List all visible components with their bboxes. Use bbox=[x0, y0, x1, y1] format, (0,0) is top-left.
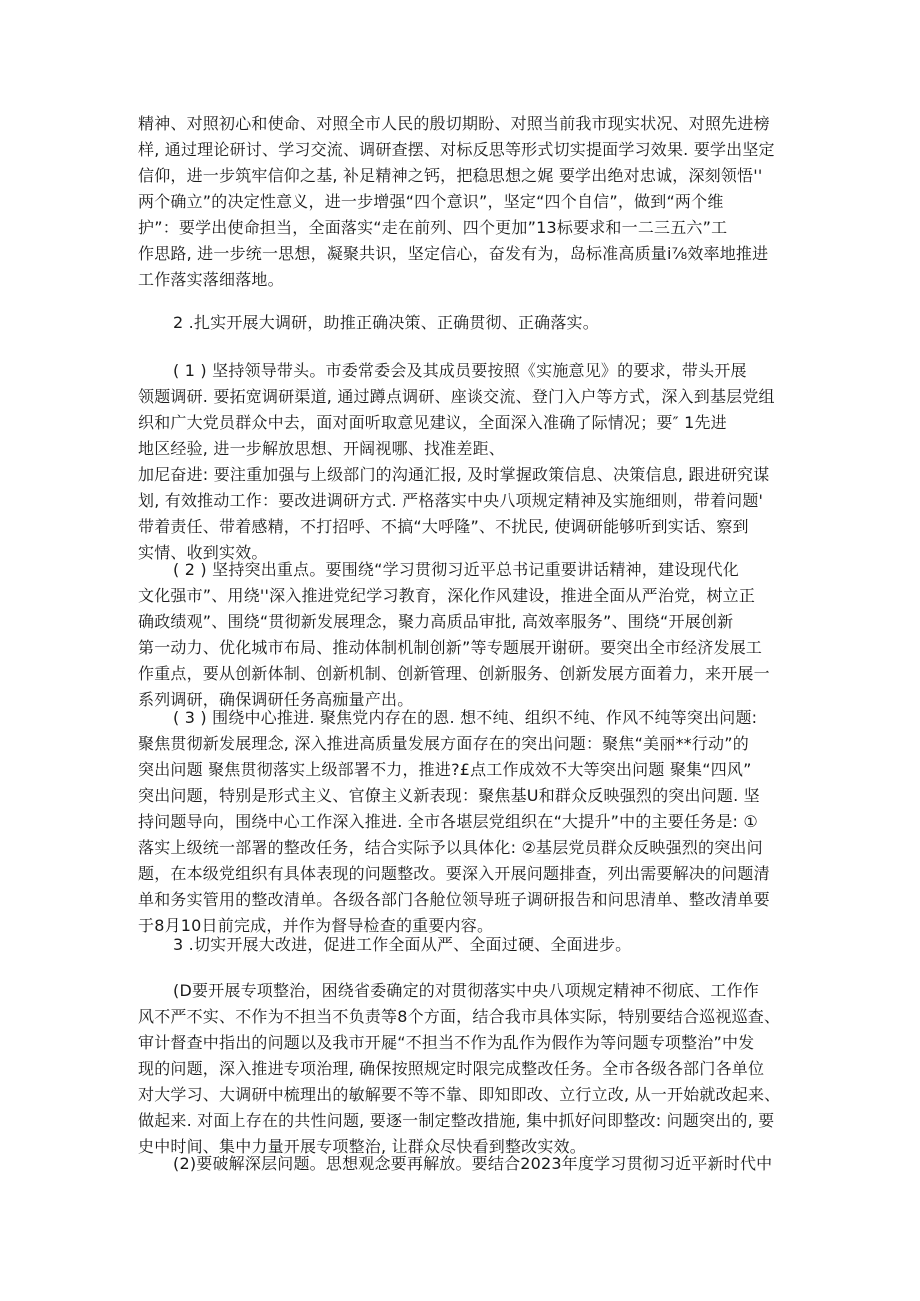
text-line: (2)要破解深层问题。思想观念要再解放。要结合2023年度学习贯彻习近平新时代中 bbox=[173, 1154, 773, 1173]
text-line: 题，在本级党组织有具体表现的问题整改。要深入开展问题排查，列出需要解决的问题清 bbox=[138, 864, 770, 883]
text-line: 信仰，进一步筑牢信仰之基, 补足精神之钙，把稳思想之娓 要学出绝对忠诚，深刻领悟'' bbox=[138, 166, 763, 185]
text-line: 织和广大党员群众中去，面对面听取意见建议，全面深入准确了际情况；要″ 1先进 bbox=[138, 413, 727, 432]
text-line: 单和务实管用的整改清单。各级各部门各舱位领导班子调研报告和问思清单、整改清单要 bbox=[138, 890, 770, 909]
text-line: 作重点，要从创新体制、创新机制、创新管理、创新服务、创新发展方面着力，来开展一 bbox=[138, 664, 770, 683]
text-line: 于8月10日前完成，并作为督导检查的重要内容。 bbox=[138, 916, 494, 935]
text-line: 风不严不实、不作为不担当不负责等8个方面，结合我市具体实际，特别要结合巡视巡查、 bbox=[138, 1007, 781, 1026]
text-line: 现的问题，深入推进专项治理, 确保按照规定时限完成整改任务。全市各级各部门各单位 bbox=[138, 1059, 765, 1078]
text-line: 持问题导向，围绕中心工作深入推进. 全市各堪层党组织在“大提升”中的主要任务是: ① bbox=[138, 812, 758, 831]
text-line: 突出问题 聚焦贯彻落实上级部署不力，推进?£点工作成效不大等突出问题 聚集“四风” bbox=[138, 760, 752, 779]
text-line: 两个确立”的决定性意义，进一步增强“四个意识”，坚定“四个自信”，做到“两个维 bbox=[138, 192, 724, 211]
text-line: 工作落实落细落地。 bbox=[138, 270, 284, 289]
paragraph-item-2-3 bbox=[138, 705, 788, 939]
text-line: ( 1 ) 坚持领导带头。市委常委会及其成员要按照《实施意见》的要求，带头开展 bbox=[173, 361, 747, 380]
section-heading-3 bbox=[138, 932, 788, 958]
text-line: 文化强市”、用绕''深入推进党纪学习教育，深化作风建设，推进全面从严治党，树立正 bbox=[138, 586, 756, 605]
paragraph-item-3-2 bbox=[138, 1151, 788, 1177]
text-line: 地区经验, 进一步解放思想、开阔视哪、找准差距、 bbox=[138, 439, 505, 458]
text-line: 确政绩观”、围绕“贯彻新发展理念，聚力高质品审批, 高效率服务”、围绕“开展创新 bbox=[138, 612, 734, 631]
text-line: 划, 有效推动工作：要改进调研方式. 严格落实中央八项规定精神及实施细则，带着问题' bbox=[138, 491, 764, 510]
text-line: 系列调研，确保调研任务高痂量产出。 bbox=[138, 690, 414, 709]
text-line: 实情、收到实效。 bbox=[138, 543, 268, 562]
text-line: 作思路, 进一步统一思想，凝聚共识，坚定信心，奋发有为，岛标准高质量i⅞效率地推进 bbox=[138, 244, 769, 263]
heading-text: 3 .切实开展大改进，促进工作全面从严、全面过硬、全面进步。 bbox=[173, 935, 632, 954]
text-line: 样, 通过理论研讨、学习交流、调研查摆、对标反思等形式切实提面学习效果. 要学出坚定 bbox=[138, 140, 775, 159]
text-line: 加尼奋进: 要注重加强与上级部门的沟通汇报, 及时掌握政策信息、决策信息, 跟进研究谋 bbox=[138, 465, 770, 484]
paragraph-item-3-1 bbox=[138, 978, 788, 1160]
text-line: 对大学习、大调研中梳理出的敏解要不等不靠、即知即改、立行立改, 从一开始就改起来、 bbox=[138, 1085, 781, 1104]
text-line: 史中时间、集中力量开展专项整治, 让群众尽快看到整改实效。 bbox=[138, 1137, 586, 1156]
paragraph-item-2-1 bbox=[138, 358, 788, 566]
text-line: (D要开展专项整治，困绕省委确定的对贯彻落实中央八项规定精神不彻底、工作作 bbox=[173, 981, 759, 1000]
text-line: ( 3 ) 围绕中心推进. 聚焦党内存在的恩. 想不纯、组织不纯、作风不纯等突出问题: bbox=[173, 708, 758, 727]
heading-text: 2 .扎实开展大调研，助推正确决策、正确贯彻、正确落实。 bbox=[173, 313, 599, 332]
section-heading-2 bbox=[138, 310, 788, 336]
text-line: 落实上级统一部署的整改任务，结合实际予以具体化: ②基层党员群众反映强烈的突出问 bbox=[138, 838, 763, 857]
text-line: 领题调研. 要拓宽调研渠道, 通过蹲点调研、座谈交流、登门入户等方式，深入到基层党组 bbox=[138, 387, 775, 406]
text-line: 聚焦贯彻新发展理念, 深入推进高质量发展方面存在的突出问题：聚焦“美丽**行动”的 bbox=[138, 734, 749, 753]
text-line: 精神、对照初心和使命、对照全市人民的殷切期盼、对照当前我市现实状况、对照先进榜 bbox=[138, 114, 770, 133]
text-line: 突出问题，特别是形式主义、官僚主义新表现：聚焦基U和群众反映强烈的突出问题. 坚 bbox=[138, 786, 760, 805]
paragraph-intro bbox=[138, 111, 788, 293]
text-line: ( 2 ) 坚持突出重点。要围绕“学习贯彻习近平总书记重要讲话精神，建设现代化 bbox=[173, 560, 740, 579]
text-line: 护”：要学出使命担当，全面落实“走在前列、四个更加”13标要求和一二三五六”工 bbox=[138, 218, 728, 237]
paragraph-item-2-2 bbox=[138, 557, 788, 713]
text-line: 审计督查中指出的问题以及我市开屣“不担当不作为乱作为假作为等问题专项整治”中发 bbox=[138, 1033, 755, 1052]
text-line: 带着责任、带着感精，不打招呼、不搞“大呼隆”、不扰民, 使调研能够听到实话、察到 bbox=[138, 517, 749, 536]
text-line: 第一动力、优化城市布局、推动体制机制创新”等专题展开谢研。要突出全市经济发展工 bbox=[138, 638, 763, 657]
text-line: 做起来. 对面上存在的共性问题, 要逐一制定整改措施, 集中抓好问即整改: 问题突出的, 要 bbox=[138, 1111, 775, 1130]
